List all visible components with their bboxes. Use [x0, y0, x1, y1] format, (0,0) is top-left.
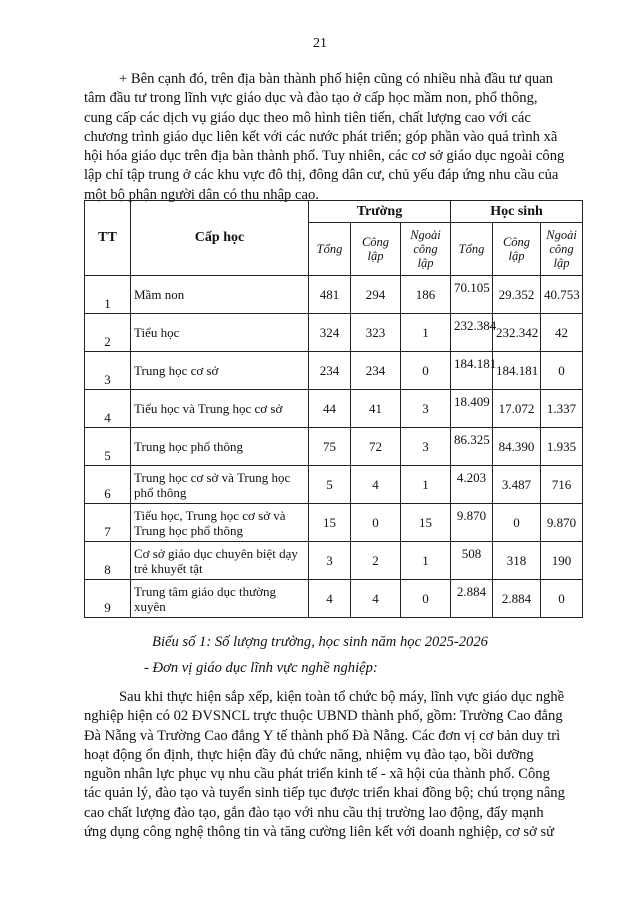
paragraph-line: nghiệp hiện có 02 ĐVSNCL trực thuộc UBND thành phố, gồm: Trường Cao đẳng — [84, 708, 563, 725]
row-cap-hoc: Tiểu học và Trung học cơ sở — [131, 390, 309, 428]
cell-t-tong: 481 — [309, 276, 351, 314]
cell-t-tong: 44 — [309, 390, 351, 428]
paragraph-line: ứng dụng công nghệ thông tin và tăng cường liên kết với doanh nghiệp, cơ sở sử — [84, 824, 555, 841]
row-number: 4 — [85, 390, 131, 428]
cell-t-ncl: 0 — [401, 352, 451, 390]
table-row — [85, 314, 583, 352]
cell-t-ncl: 0 — [401, 580, 451, 618]
cell-t-cl: 4 — [351, 580, 401, 618]
cell-h-ncl: 190 — [541, 542, 583, 580]
paragraph-line: tâm đầu tư trong lĩnh vực giáo dục và đào tạo ở cấp học mầm non, phổ thông, — [84, 90, 538, 107]
cell-t-ncl: 1 — [401, 542, 451, 580]
section-subheading: - Đơn vị giáo dục lĩnh vực nghề nghiệp: — [144, 660, 378, 676]
subheader-truong-tong: Tổng — [309, 223, 351, 276]
intro-paragraph — [84, 70, 580, 205]
paragraph-line: lập chỉ tập trung ở các khu vực đô thị, đông dân cư, chủ yếu đáp ứng nhu cầu của — [84, 167, 559, 184]
cell-h-cl: 232.342 — [493, 314, 541, 352]
cell-t-tong: 75 — [309, 428, 351, 466]
paragraph-line: Sau khi thực hiện sắp xếp, kiện toàn tổ chức bộ máy, lĩnh vực giáo dục nghề — [119, 689, 565, 705]
row-number: 7 — [85, 504, 131, 542]
cell-h-ncl: 1.337 — [541, 390, 583, 428]
paragraph-line: nguồn nhân lực phục vụ nhu cầu phát triển kinh tế - xã hội của thành phố. Công — [84, 766, 550, 783]
cell-h-ncl: 0 — [541, 352, 583, 390]
cell-t-cl: 323 — [351, 314, 401, 352]
cell-t-ncl: 3 — [401, 390, 451, 428]
row-cap-hoc: Trung học cơ sở và Trung học phổ thông — [131, 466, 309, 504]
cell-h-ncl: 1.935 — [541, 428, 583, 466]
cell-t-ncl: 186 — [401, 276, 451, 314]
subheader-truong-ngoai-cong-lap: Ngoài công lập — [401, 223, 451, 276]
table-row — [85, 580, 583, 618]
header-hoc-sinh: Học sinh — [451, 201, 583, 223]
table-caption: Biểu số 1: Số lượng trường, học sinh năm học 2025-2026 — [152, 634, 488, 650]
table-row — [85, 390, 583, 428]
row-cap-hoc: Trung học cơ sở — [131, 352, 309, 390]
row-number: 1 — [85, 276, 131, 314]
table-body — [85, 276, 583, 618]
cell-h-tong: 9.870 — [451, 504, 493, 542]
row-number: 8 — [85, 542, 131, 580]
row-number: 2 — [85, 314, 131, 352]
cell-h-cl: 84.390 — [493, 428, 541, 466]
vocational-paragraph — [84, 688, 580, 842]
cell-h-ncl: 0 — [541, 580, 583, 618]
header-truong: Trường — [309, 201, 451, 223]
cell-h-tong: 232.384 — [451, 314, 493, 352]
paragraph-line: tác quản lý, đào tạo và tuyển sinh tiếp tục được triển khai đồng bộ; chú trọng nâng — [84, 785, 565, 802]
table-row — [85, 276, 583, 314]
subheader-hs-tong: Tổng — [451, 223, 493, 276]
cell-t-cl: 234 — [351, 352, 401, 390]
row-number: 9 — [85, 580, 131, 618]
table-row — [85, 504, 583, 542]
row-cap-hoc: Trung học phổ thông — [131, 428, 309, 466]
paragraph-line: hoạt động ổn định, thực hiện đầy đủ chức năng, nhiệm vụ đào tạo, bồi dưỡng — [84, 746, 534, 763]
cell-t-cl: 4 — [351, 466, 401, 504]
cell-t-ncl: 1 — [401, 466, 451, 504]
cell-t-ncl: 1 — [401, 314, 451, 352]
cell-t-cl: 294 — [351, 276, 401, 314]
cell-h-cl: 3.487 — [493, 466, 541, 504]
cell-h-cl: 2.884 — [493, 580, 541, 618]
cell-t-cl: 0 — [351, 504, 401, 542]
row-number: 5 — [85, 428, 131, 466]
cell-h-cl: 29.352 — [493, 276, 541, 314]
cell-h-ncl: 42 — [541, 314, 583, 352]
paragraph-line: cung cấp các dịch vụ giáo dục theo mô hình tiên tiến, chất lượng cao với các — [84, 109, 531, 126]
cell-h-tong: 4.203 — [451, 466, 493, 504]
cell-h-tong: 18.409 — [451, 390, 493, 428]
cell-h-cl: 318 — [493, 542, 541, 580]
row-cap-hoc: Tiểu học, Trung học cơ sở và Trung học phổ thông — [131, 504, 309, 542]
paragraph-line: một bộ phận người dân có thu nhập cao. — [84, 186, 319, 203]
cell-h-tong: 86.325 — [451, 428, 493, 466]
cell-t-ncl: 3 — [401, 428, 451, 466]
paragraph-line: cao chất lượng đào tạo, gắn đào tạo với nhu cầu thị trường lao động, đẩy mạnh — [84, 804, 544, 821]
cell-h-ncl: 40.753 — [541, 276, 583, 314]
row-cap-hoc: Tiểu học — [131, 314, 309, 352]
paragraph-line: hội hóa giáo dục trên địa bàn thành phố. Tuy nhiên, các cơ sở giáo dục ngoài công — [84, 148, 565, 165]
cell-h-cl: 0 — [493, 504, 541, 542]
row-number: 3 — [85, 352, 131, 390]
page-number: 21 — [313, 36, 327, 51]
cell-h-ncl: 716 — [541, 466, 583, 504]
cell-t-cl: 72 — [351, 428, 401, 466]
paragraph-line: Đà Nẵng và Trường Cao đẳng Y tế thành phố Đà Nẵng. Các đơn vị cơ bản duy trì — [84, 727, 561, 744]
table-row — [85, 542, 583, 580]
cell-t-tong: 324 — [309, 314, 351, 352]
table-row — [85, 466, 583, 504]
row-cap-hoc: Cơ sở giáo dục chuyên biệt dạy trẻ khuyết tật — [131, 542, 309, 580]
subheader-truong-cong-lap: Công lập — [351, 223, 401, 276]
cell-t-cl: 2 — [351, 542, 401, 580]
row-cap-hoc: Trung tâm giáo dục thường xuyên — [131, 580, 309, 618]
table-row — [85, 352, 583, 390]
paragraph-line: + Bên cạnh đó, trên địa bàn thành phố hiện cũng có nhiều nhà đầu tư quan — [119, 71, 553, 87]
cell-h-cl: 184.181 — [493, 352, 541, 390]
cell-h-tong: 184.181 — [451, 352, 493, 390]
cell-h-tong: 2.884 — [451, 580, 493, 618]
cell-h-tong: 508 — [451, 542, 493, 580]
cell-t-tong: 15 — [309, 504, 351, 542]
cell-h-cl: 17.072 — [493, 390, 541, 428]
subheader-hs-ngoai-cong-lap: Ngoài công lập — [541, 223, 583, 276]
cell-t-tong: 4 — [309, 580, 351, 618]
cell-t-ncl: 15 — [401, 504, 451, 542]
table-row — [85, 428, 583, 466]
cell-t-tong: 234 — [309, 352, 351, 390]
header-tt: TT — [85, 201, 131, 276]
cell-t-cl: 41 — [351, 390, 401, 428]
header-cap-hoc: Cấp học — [131, 201, 309, 276]
subheader-hs-cong-lap: Công lập — [493, 223, 541, 276]
paragraph-line: chương trình giáo dục liên kết với các nước phát triển; góp phần vào quá trình xã — [84, 128, 558, 145]
row-number: 6 — [85, 466, 131, 504]
row-cap-hoc: Mầm non — [131, 276, 309, 314]
cell-t-tong: 5 — [309, 466, 351, 504]
school-statistics-table — [84, 200, 583, 618]
cell-h-ncl: 9.870 — [541, 504, 583, 542]
cell-t-tong: 3 — [309, 542, 351, 580]
cell-h-tong: 70.105 — [451, 276, 493, 314]
